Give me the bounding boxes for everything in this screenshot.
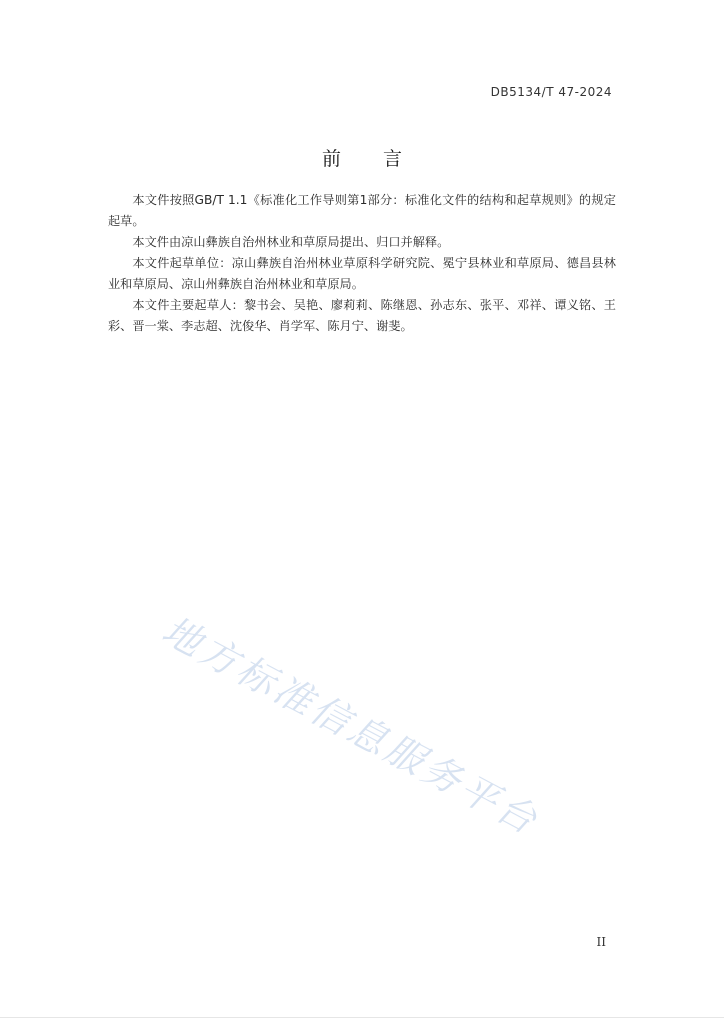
bottom-divider — [0, 1017, 724, 1018]
foreword-body — [108, 190, 616, 337]
paragraph-proposer: 本文件由凉山彝族自治州林业和草原局提出、归口并解释。 — [132, 235, 450, 249]
page-title: 前 言 — [321, 148, 421, 170]
document-code: DB5134/T 47-2024 — [490, 85, 612, 99]
page-number: II — [596, 935, 606, 949]
paragraph-drafting-units: 本文件起草单位：凉山彝族自治州林业草原科学研究院、冕宁县林业和草原局、德昌县林业和草原局、凉山州彝族自治州林业和草原局。 — [108, 256, 616, 291]
watermark: 地方标准信息服务平台 — [155, 607, 547, 844]
paragraph-drafters: 本文件主要起草人：黎书会、吴艳、廖莉莉、陈继恩、孙志东、张平、邓祥、谭义铭、王彩、晋一棠、李志超、沈俊华、肖学军、陈月宁、谢斐。 — [108, 298, 616, 333]
paragraph-drafting-rules: 本文件按照GB/T 1.1《标准化工作导则第1部分：标准化文件的结构和起草规则》的规定起草。 — [108, 193, 616, 228]
